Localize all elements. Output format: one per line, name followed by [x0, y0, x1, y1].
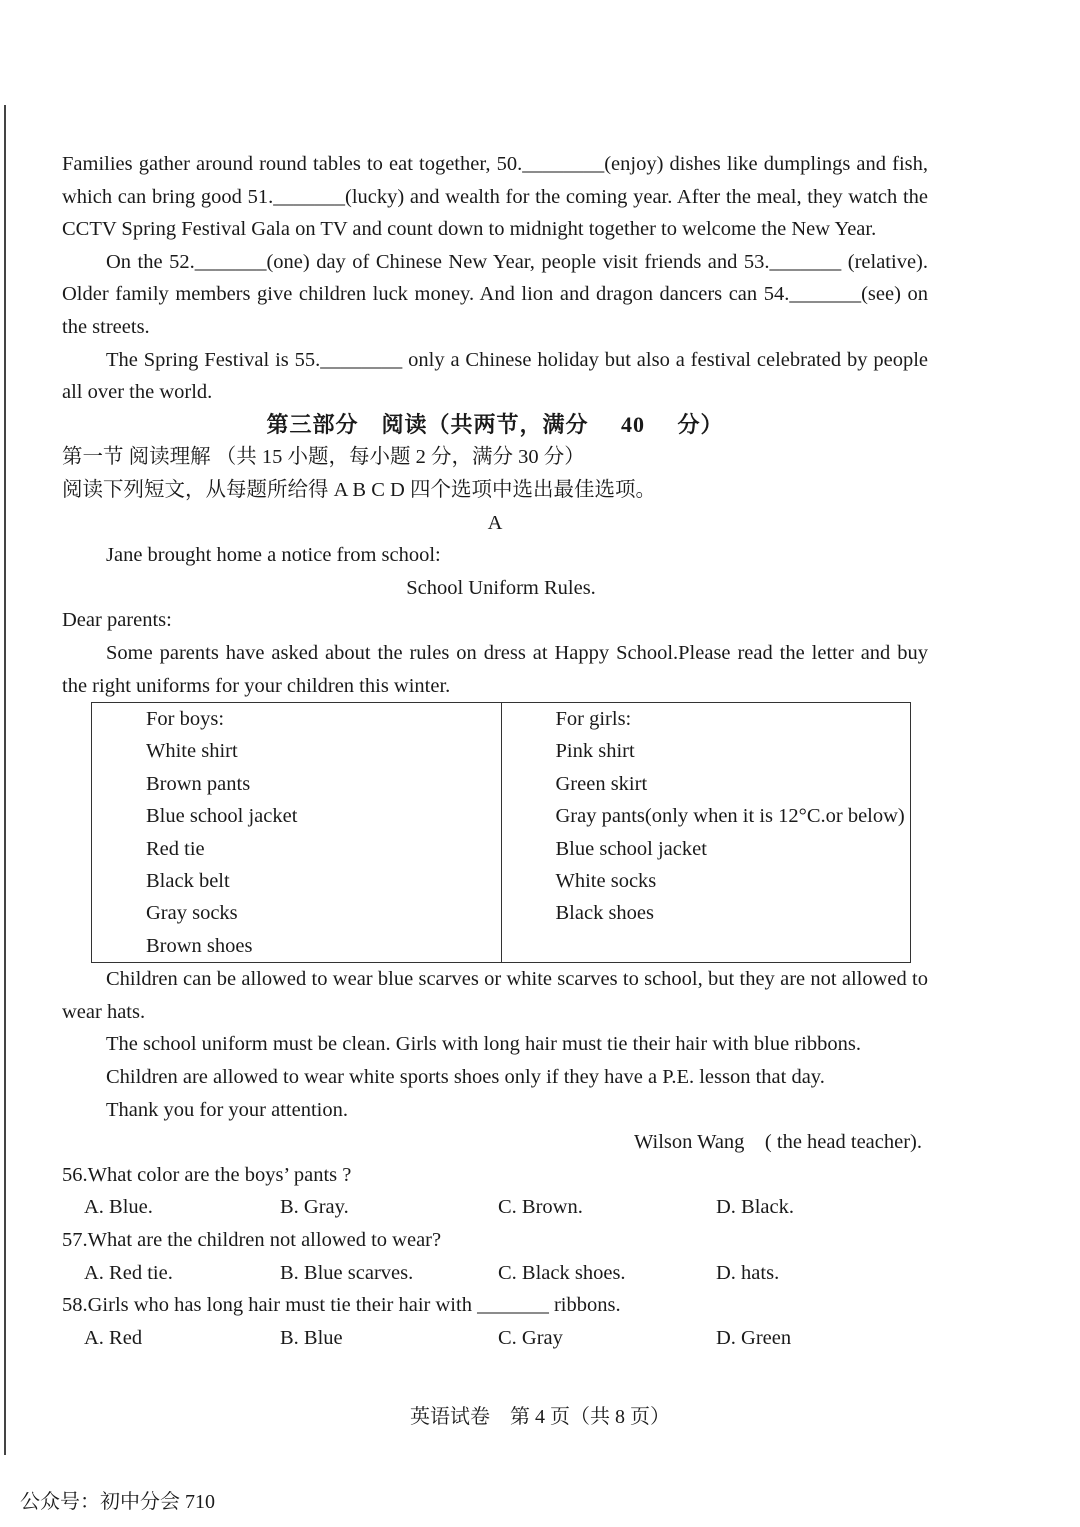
option-d: D. hats.: [716, 1261, 780, 1284]
watermark-text: 公众号：初中分会 710: [20, 1491, 215, 1513]
notice-paragraph-3: The school uniform must be clean. Girls with long hair must tie their hair with blue ribbons.: [106, 1033, 861, 1056]
passage-paragraph-3: The Spring Festival is 55.________ only a Chinese holiday but also a festival celebrated by people all over the world.: [62, 348, 928, 404]
boys-item: Black belt: [146, 870, 230, 893]
option-b: B. Blue scarves.: [280, 1261, 414, 1284]
salutation: Dear parents:: [62, 609, 172, 632]
girls-heading: For girls:: [555, 708, 632, 731]
boys-item: Brown pants: [146, 772, 251, 795]
boys-column: [92, 703, 502, 963]
section1-instruction: 阅读下列短文，从每题所给得 A B C D 四个选项中选出最佳选项。: [62, 478, 656, 501]
notice-intro: Jane brought home a notice from school:: [106, 544, 441, 567]
option-a: A. Red: [84, 1326, 143, 1349]
notice-paragraph-1: Some parents have asked about the rules on dress at Happy School.Please read the letter and buy the right uniforms for your children this winter.: [62, 641, 928, 697]
option-a: A. Blue.: [84, 1196, 153, 1219]
option-c: C. Black shoes.: [498, 1261, 626, 1284]
boys-item: Brown shoes: [146, 934, 253, 957]
girls-item: Pink shirt: [555, 740, 635, 763]
option-b: B. Blue: [280, 1326, 343, 1349]
boys-heading: For boys:: [146, 708, 225, 731]
girls-item: Blue school jacket: [555, 837, 707, 860]
option-d: D. Green: [716, 1326, 792, 1349]
girls-item: Gray pants(only when it is 12°C.or below): [555, 805, 905, 828]
notice-title: School Uniform Rules.: [406, 576, 596, 599]
exam-page: [62, 148, 928, 1354]
question-56-options: [62, 1191, 928, 1224]
margin-line: [4, 105, 6, 1455]
option-a: A. Red tie.: [84, 1261, 173, 1284]
girls-column: [501, 703, 911, 963]
section1-title: 第一节 阅读理解 （共 15 小题，每小题 2 分，满分 30 分）: [62, 446, 585, 469]
boys-item: Gray socks: [146, 902, 238, 925]
section-heading: 第三部分 阅读（共两节，满分 40 分）: [266, 411, 724, 437]
notice-paragraph-2: Children can be allowed to wear blue scarves or white scarves to school, but they are not allowed to wear hats.: [62, 968, 928, 1023]
page-footer: 英语试卷 第 4 页（共 8 页）: [410, 1406, 670, 1428]
question-58-stem: 58.Girls who has long hair must tie their hair with _______ ribbons.: [62, 1294, 621, 1317]
passage-paragraph-2: On the 52._______(one) day of Chinese New Year, people visit friends and 53._______ (relative). Older family members give children luck money. And lion and dragon dancers can 54._______(see) on the streets.: [62, 250, 928, 338]
girls-item: White socks: [555, 870, 657, 893]
boys-item: Blue school jacket: [146, 805, 298, 828]
signature: Wilson Wang ( the head teacher).: [633, 1131, 922, 1154]
uniform-table: [91, 702, 911, 963]
option-b: B. Gray.: [280, 1196, 349, 1219]
notice-paragraph-5: Thank you for your attention.: [106, 1098, 348, 1121]
question-57-stem: 57.What are the children not allowed to wear?: [62, 1228, 442, 1251]
girls-item: Black shoes: [555, 902, 654, 925]
passage-label: A: [487, 511, 503, 534]
question-57-options: [62, 1257, 928, 1290]
boys-item: White shirt: [146, 740, 238, 763]
question-56-stem: 56.What color are the boys’ pants ?: [62, 1163, 352, 1186]
question-58-options: [62, 1322, 928, 1355]
passage-paragraph-1: Families gather around round tables to eat together, 50.________(enjoy) dishes like dumplings and fish, which can bring good 51._______(lucky) and wealth for the coming year. After the meal, they watch the CCTV Spring Festival Gala on TV and count down to midnight together to welcome the New Year.: [62, 153, 928, 241]
option-c: C. Gray: [498, 1326, 563, 1349]
boys-item: Red tie: [146, 837, 205, 860]
option-c: C. Brown.: [498, 1196, 583, 1219]
girls-item: Green skirt: [555, 772, 648, 795]
option-d: D. Black.: [716, 1196, 794, 1219]
notice-paragraph-4: Children are allowed to wear white sports shoes only if they have a P.E. lesson that day.: [106, 1066, 825, 1088]
